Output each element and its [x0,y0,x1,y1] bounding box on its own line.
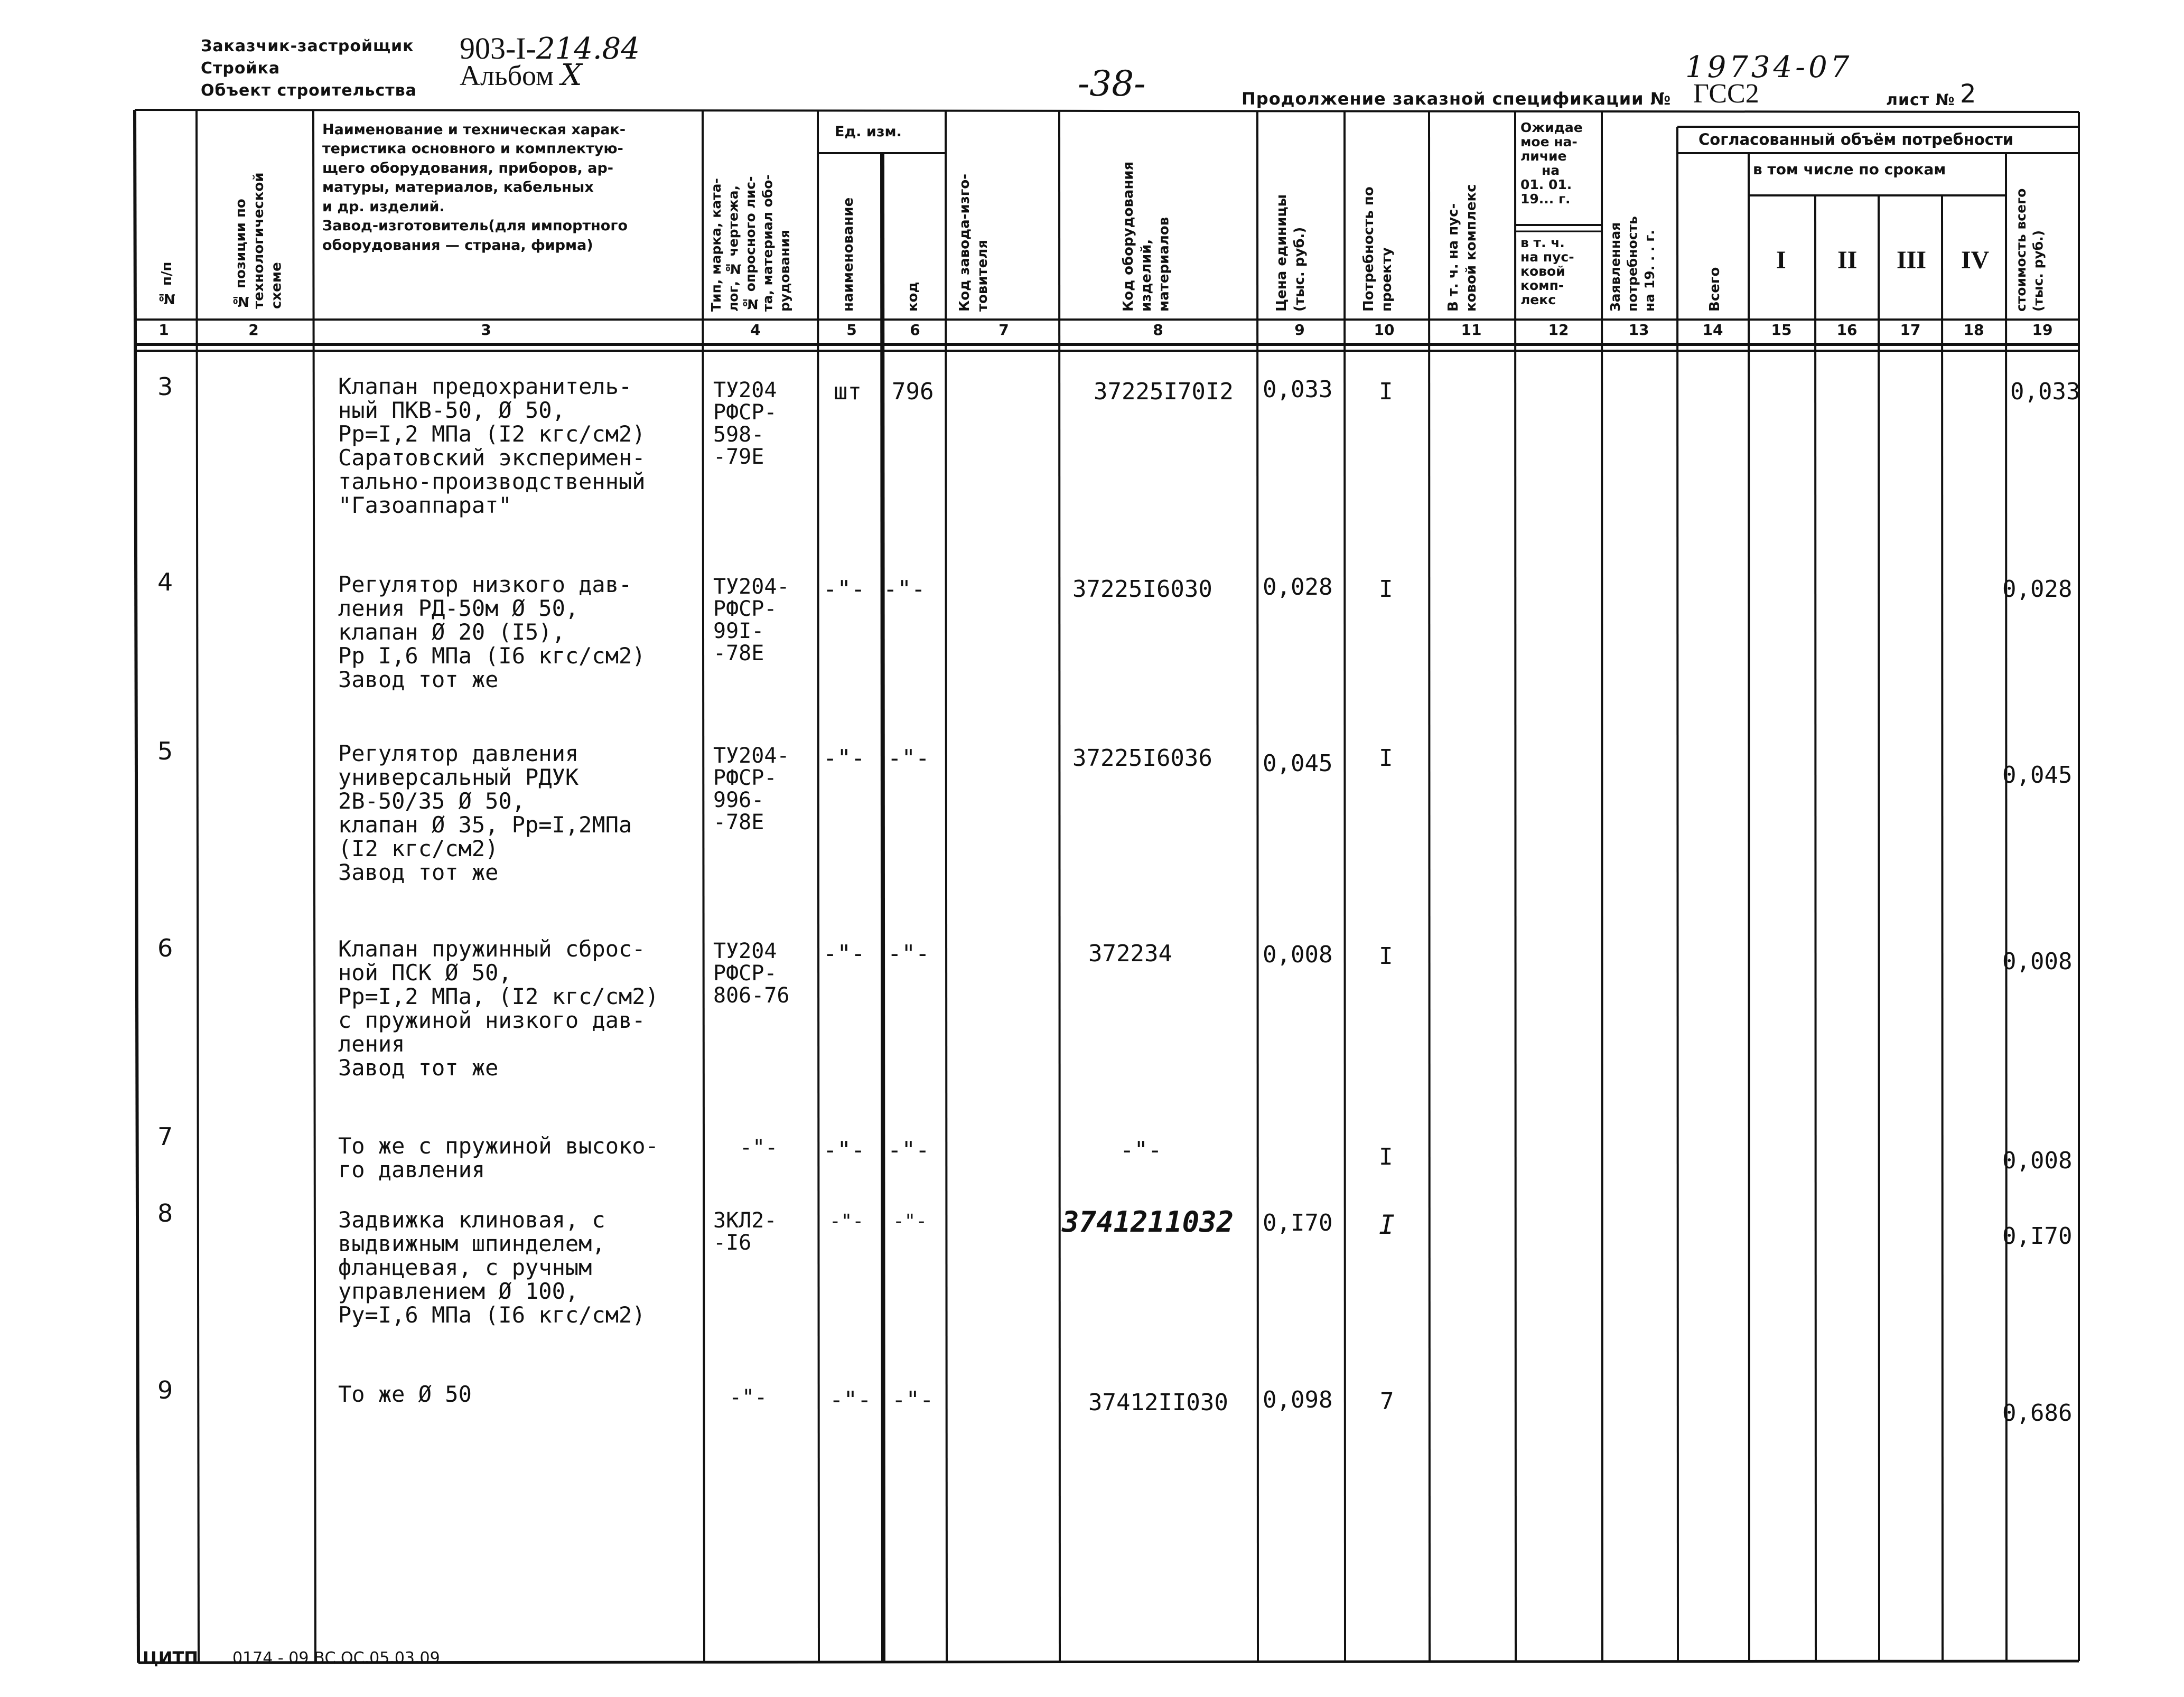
col-7-header: Код завода-изго- товителя [957,173,991,312]
col-number: 5 [846,321,857,339]
unit-code: -"- [888,1137,930,1164]
unit-code: -"- [892,1386,934,1413]
col-12-line: на пус- [1520,249,1574,265]
col-8-header: Код оборудования изделий, материалов [1121,161,1172,312]
unit-price: 0,098 [1263,1386,1333,1413]
sheet-number: 2 [1960,79,1976,109]
project-need: I [1379,943,1393,970]
col-3-line: Наименование и техническая харак- [322,121,626,138]
col-3-line: Завод-изготовитель(для импортного [322,218,628,235]
unit-price: 0,028 [1263,574,1333,601]
project-need: I [1379,576,1393,603]
col-number: 10 [1374,321,1395,339]
equipment-code: 37225I6030 [1072,576,1212,603]
col-12-line: 01. 01. [1520,177,1572,192]
col-number: 3 [481,321,491,339]
col-number: 6 [910,321,920,339]
stroyka-label: Стройка [201,59,281,78]
unit-price: 0,008 [1263,941,1333,968]
unit-name: -"- [823,1137,865,1164]
unit-name: -"- [823,576,865,603]
total-cost: 0,028 [2002,576,2073,603]
unit-code: -"- [888,745,930,772]
col-1-header: № п/п [159,261,175,306]
equipment-code: 37225I70I2 [1094,378,1234,405]
row-number: 8 [157,1199,173,1227]
col-10-header: Потребность по проекту [1361,186,1395,312]
col-number: 13 [1628,321,1649,339]
col-number: 18 [1963,321,1984,339]
equipment-code: 372234 [1088,940,1172,967]
unit-name: -"- [823,940,865,967]
spec-number: ГСС2 [1693,79,1759,109]
unit-code: -"- [883,576,926,603]
col-number: 17 [1900,321,1921,339]
project-need: I [1379,378,1393,405]
col-13-header: Заявленная потребность на 19. . . г. [1608,216,1657,312]
item-description: Клапан пружинный сброс- ной ПСК Ø 50, Рр=I,2 МПа, (I2 кгс/см2) с пружиной низкого дав- ления Завод тот же [338,936,659,1081]
equipment-code: 3741211032 [1062,1205,1234,1239]
col-number: 16 [1836,321,1858,339]
unit-name: -"- [829,1386,872,1413]
project-need: I [1379,1210,1395,1240]
item-description: То же Ø 50 [338,1381,472,1407]
col-number: 11 [1461,321,1482,339]
total-cost: 0,008 [2002,1147,2073,1174]
object-label: Объект строительства [201,81,417,100]
col-12-line: мое на- [1520,134,1578,149]
row-number: 5 [157,737,173,765]
total-cost: 0,008 [2002,948,2073,975]
col-number: 8 [1153,321,1163,339]
col-12-line: на [1542,163,1560,178]
album-handwritten: X [561,58,582,92]
row-number: 4 [157,568,173,596]
page-number: -38- [1078,63,1146,104]
sheet-label: лист № [1886,91,1955,109]
col-number: 2 [248,321,259,339]
col-number: 4 [750,321,761,339]
col-number: 12 [1548,321,1569,339]
col-number: 14 [1702,321,1723,339]
col-12-line: личие [1520,148,1567,164]
row-number: 9 [157,1376,173,1404]
row-number: 3 [157,372,173,401]
unit-price: 0,I70 [1263,1210,1333,1236]
col-number: 1 [158,321,169,339]
item-spec: -"- [740,1136,778,1160]
col-12-top-header [1520,120,1583,206]
row-number: 6 [157,934,173,962]
item-spec: ТУ204- РФСР- 99I- -78Е [713,575,790,665]
agreed-group-header: Согласованный объём потребности [1698,130,2014,148]
unit-name: -"- [829,1211,864,1232]
item-description: Регулятор низкого дав- ления РД-50м Ø 50, клапан Ø 20 (I5), Рр I,6 МПа (I6 кгс/см2) Завод тот же [338,571,646,692]
footer-code: 0174 - 09 ВС ОС.05.03.09 [232,1649,440,1667]
col-4-header: Тип, марка, ката- лог, № чертежа, № опросного лис- та, материал обо- рудования [708,174,792,312]
unit-price: 0,045 [1263,750,1333,777]
col-3-header [322,120,703,255]
project-need: I [1379,745,1393,772]
unit-price: 0,033 [1263,376,1333,403]
equipment-code: 37225I6036 [1072,745,1212,772]
item-spec: ТУ204- РФСР- 996- -78Е [713,744,790,835]
project-need: 7 [1380,1388,1394,1415]
col-12-line: лекс [1520,292,1556,307]
customer-label: Заказчик-застройщик [201,37,414,55]
col-2-header: № позиции по технологической схеме [233,172,285,309]
col-12-line: в т. ч. [1520,235,1565,250]
unit-name: -"- [823,745,865,772]
item-spec: ЗКЛ2- -I6 [713,1208,777,1255]
col-11-header: В т. ч. на пус- ковой комплекс [1445,184,1479,312]
total-cost: 0,686 [2002,1400,2073,1427]
continuation-label: Продолжение заказной спецификации № [1242,89,1672,109]
col-5-header: наименование [841,197,856,312]
spec-handwritten-number: 19734-07 [1685,50,1853,85]
col-17-header: III [1897,246,1927,274]
footer-org: ЦИТП [143,1648,199,1668]
col-9-header: Цена единицы (тыс. руб.) [1274,194,1308,312]
col-3-line: оборудования — страна, фирма) [322,237,593,254]
col-number: 9 [1294,321,1305,339]
equipment-code: 37412II030 [1088,1389,1228,1416]
item-spec: ТУ204 РФСР- 806-76 [713,939,790,1008]
col-14-header: Всего [1707,267,1723,312]
item-spec: ТУ204 РФСР- 598- -79Е [713,378,777,469]
periods-group-header: в том числе по срокам [1753,161,1946,178]
item-description: То же с пружиной высоко- го давления [338,1133,659,1183]
album-label: Альбом [460,60,554,91]
item-description: Регулятор давления универсальный РДУК 2В-50/35 Ø 50, клапан Ø 35, Рр=I,2МПа (I2 кгс/см2) Завод тот же [338,740,632,885]
equipment-code: -"- [1120,1137,1162,1164]
total-cost: 0,I70 [2002,1223,2073,1250]
col-19-header: стоимость всего (тыс. руб.) [2013,188,2046,312]
row-number: 7 [157,1122,173,1151]
col-12-line: ковой [1520,264,1565,279]
item-description: Задвижка клиновая, с выдвижным шпинделем, фланцевая, с ручным управлением Ø 100, Ру=I,6 МПа (I6 кгс/см2) [338,1207,646,1328]
col-12-line: 19... г. [1520,191,1571,207]
unit-group-header: Ед. изм. [835,124,902,140]
doc-code-printed: 903-I- [460,31,536,65]
col-15-header: I [1776,246,1786,274]
project-need: I [1379,1143,1393,1170]
item-spec: -"- [729,1385,768,1410]
col-6-header: код [905,282,921,312]
unit-code: -"- [893,1211,928,1232]
total-cost: 0,033 [2010,378,2080,405]
col-12-line: комп- [1520,278,1564,293]
total-cost: 0,045 [2002,762,2073,789]
col-16-header: II [1837,246,1858,274]
col-number: 7 [998,321,1009,339]
item-description: Клапан предохранитель- ный ПКВ-50, Ø 50, Рр=I,2 МПа (I2 кгс/см2) Саратовский эксперимен- тально-производственный "Газоаппарат" [338,373,646,518]
col-number: 15 [1771,321,1792,339]
col-12-bottom-header [1520,236,1574,307]
unit-code: -"- [888,940,930,967]
unit-name: шт [834,378,862,405]
col-3-line: и др. изделий. [322,198,445,215]
col-number: 19 [2032,321,2053,339]
col-3-line: теристика основного и комплектую- [322,140,623,157]
col-18-header: IV [1961,246,1990,274]
unit-code: 796 [892,378,934,405]
col-3-line: щего оборудования, приборов, ар- [322,160,613,176]
col-3-line: матуры, материалов, кабельных [322,179,594,196]
col-12-line: Ожидае [1520,120,1583,135]
doc-code-handwritten: 214.84 [536,32,640,66]
